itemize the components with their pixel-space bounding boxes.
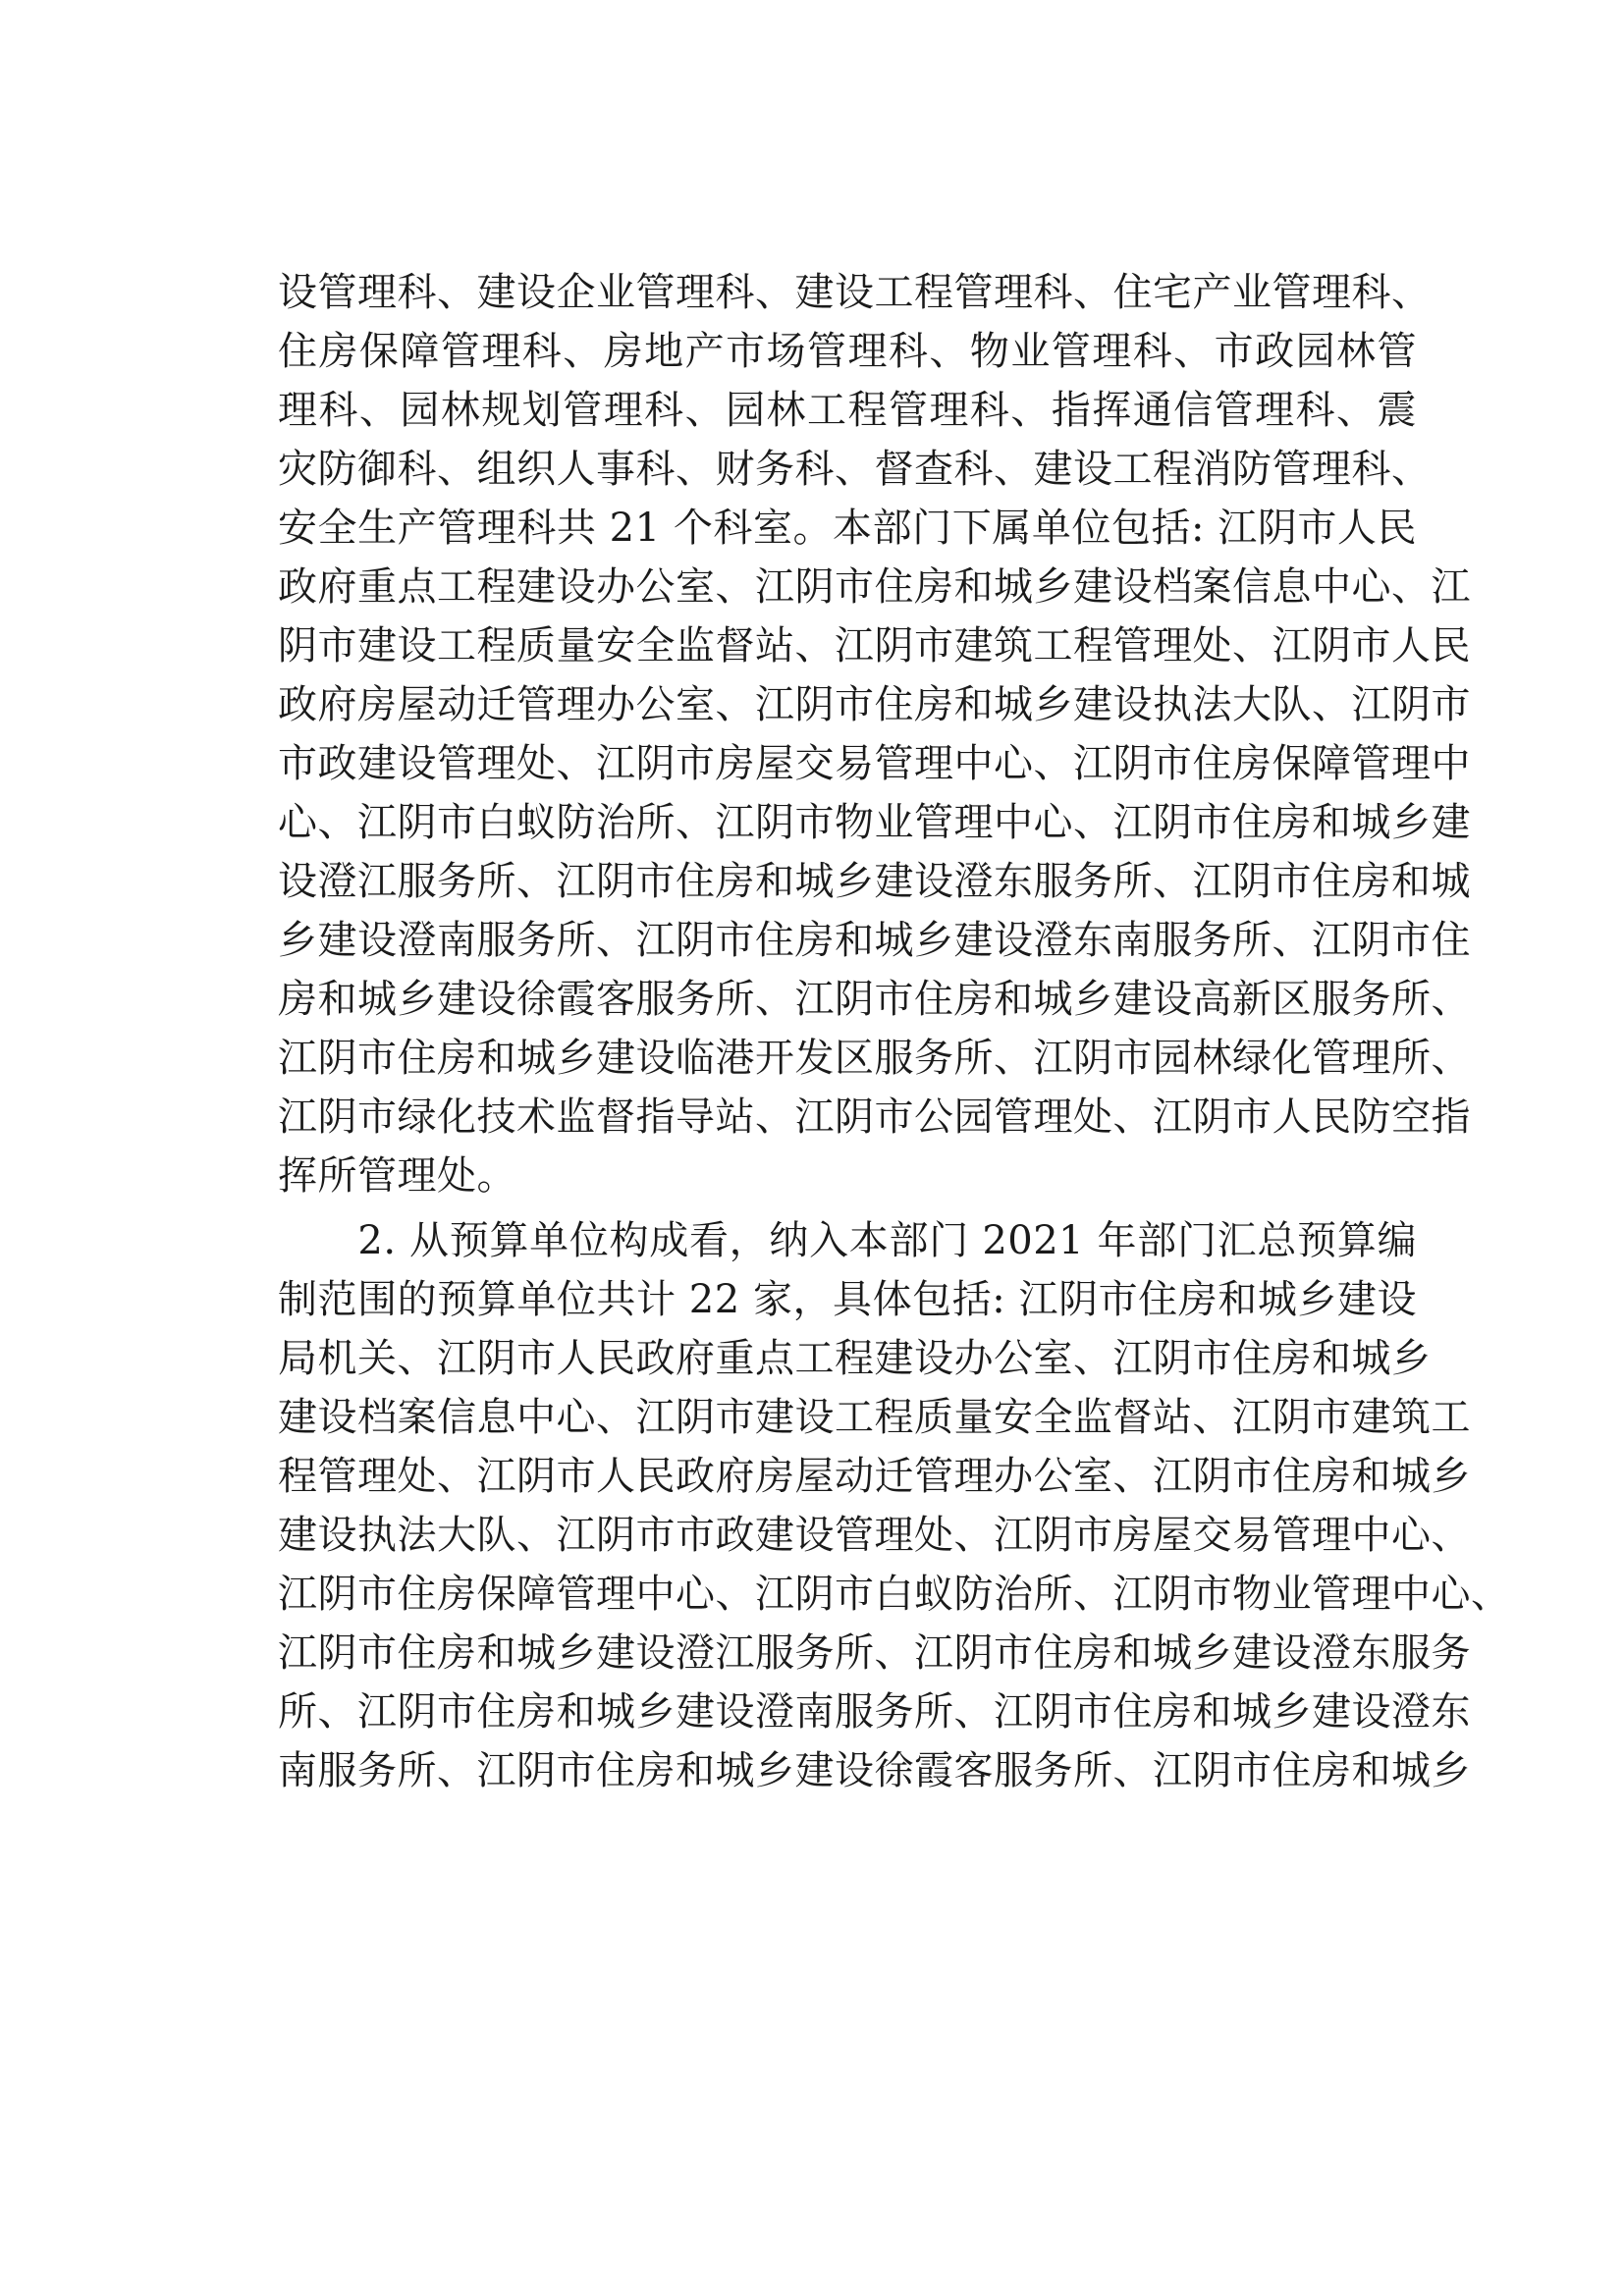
text-line: 江阴市绿化技术监督指导站、江阴市公园管理处、江阴市人民防空指 — [278, 1095, 1471, 1140]
text-line: 所、江阴市住房和城乡建设澄南服务所、江阴市住房和城乡建设澄东 — [278, 1689, 1471, 1735]
paragraph-2 — [278, 1211, 1511, 1800]
text-line: 南服务所、江阴市住房和城乡建设徐霞客服务所、江阴市住房和城乡 — [278, 1748, 1471, 1793]
body-text — [278, 263, 1511, 1800]
text-line: 设澄江服务所、江阴市住房和城乡建设澄东服务所、江阴市住房和城 — [278, 859, 1471, 904]
text-line: 制范围的预算单位共计 22 家，具体包括: 江阴市住房和城乡建设 — [278, 1277, 1417, 1322]
text-line: 政府房屋动迁管理办公室、江阴市住房和城乡建设执法大队、江阴市 — [278, 682, 1471, 727]
text-line: 政府重点工程建设办公室、江阴市住房和城乡建设档案信息中心、江 — [278, 564, 1471, 610]
text-line: 程管理处、江阴市人民政府房屋动迁管理办公室、江阴市住房和城乡 — [278, 1454, 1471, 1499]
text-line: 江阴市住房和城乡建设澄江服务所、江阴市住房和城乡建设澄东服务 — [278, 1630, 1471, 1676]
text-line: 设管理科、建设企业管理科、建设工程管理科、住宅产业管理科、 — [278, 270, 1432, 315]
text-line: 建设执法大队、江阴市市政建设管理处、江阴市房屋交易管理中心、 — [278, 1513, 1471, 1558]
text-line: 理科、园林规划管理科、园林工程管理科、指挥通信管理科、震 — [278, 388, 1417, 433]
text-line: 心、江阴市白蚁防治所、江阴市物业管理中心、江阴市住房和城乡建 — [278, 800, 1471, 845]
text-line: 建设档案信息中心、江阴市建设工程质量安全监督站、江阴市建筑工 — [278, 1395, 1471, 1440]
paragraph-1 — [278, 263, 1471, 1205]
text-line: 阴市建设工程质量安全监督站、江阴市建筑工程管理处、江阴市人民 — [278, 623, 1471, 668]
text-line: 挥所管理处。 — [278, 1153, 516, 1199]
text-line: 房和城乡建设徐霞客服务所、江阴市住房和城乡建设高新区服务所、 — [278, 977, 1471, 1022]
text-line: 2. 从预算单位构成看，纳入本部门 2021 年部门汇总预算编 — [278, 1218, 1417, 1263]
text-line: 江阴市住房和城乡建设临港开发区服务所、江阴市园林绿化管理所、 — [278, 1036, 1471, 1081]
text-line: 乡建设澄南服务所、江阴市住房和城乡建设澄东南服务所、江阴市住 — [278, 918, 1471, 963]
text-line: 局机关、江阴市人民政府重点工程建设办公室、江阴市住房和城乡 — [278, 1336, 1432, 1381]
text-line: 市政建设管理处、江阴市房屋交易管理中心、江阴市住房保障管理中 — [278, 741, 1471, 786]
text-line: 灾防御科、组织人事科、财务科、督查科、建设工程消防管理科、 — [278, 447, 1432, 492]
text-line: 安全生产管理科共 21 个科室。本部门下属单位包括: 江阴市人民 — [278, 506, 1417, 551]
text-line: 江阴市住房保障管理中心、江阴市白蚁防治所、江阴市物业管理中心、 — [278, 1572, 1511, 1617]
text-line: 住房保障管理科、房地产市场管理科、物业管理科、市政园林管 — [278, 329, 1417, 374]
